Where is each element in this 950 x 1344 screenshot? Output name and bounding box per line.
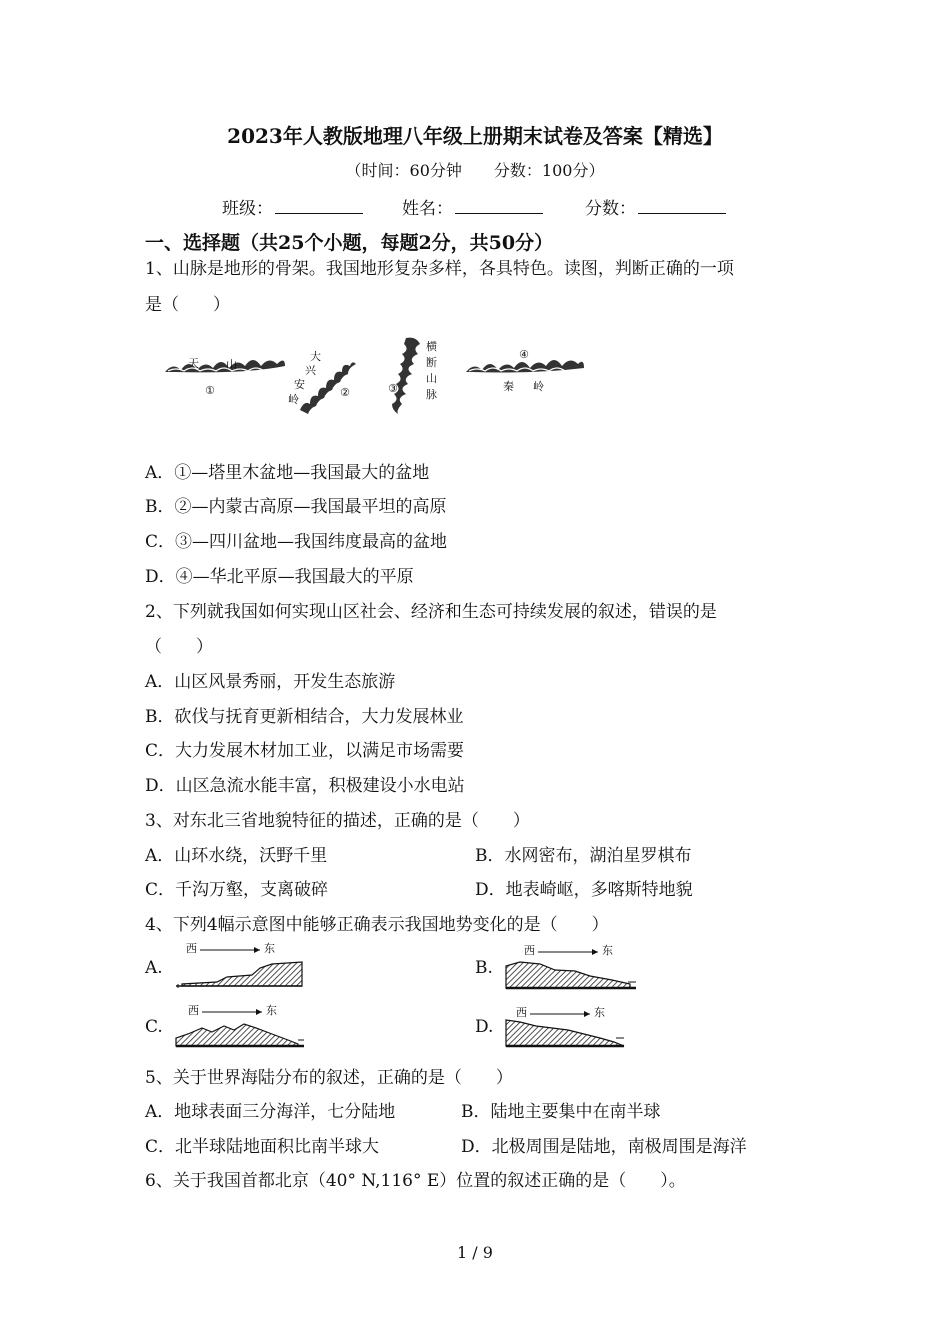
q3-stem: 3、对东北三省地貌特征的描述，正确的是（ ） xyxy=(145,811,530,831)
mountain-4 xyxy=(466,348,584,393)
east-label: 东 xyxy=(264,942,275,955)
page-number: 1 / 9 xyxy=(457,1243,493,1262)
q2-option-c[interactable]: C．大力发展木材加工业，以满足市场需要 xyxy=(145,741,465,761)
mountain-1 xyxy=(165,357,285,397)
m3-num: ③ xyxy=(388,382,398,395)
q2-option-d[interactable]: D．山区急流水能丰富，积极建设小水电站 xyxy=(145,776,465,796)
m3-char-2: 山 xyxy=(426,372,437,385)
m4-char-0: 秦 xyxy=(503,380,514,393)
name-field[interactable] xyxy=(402,194,543,219)
q6-stem: 6、关于我国首都北京（40° N,116° E）位置的叙述正确的是（ ）。 xyxy=(145,1171,686,1191)
m3-char-1: 断 xyxy=(426,356,437,369)
section-heading: 一、选择题（共25个小题，每题2分，共50分） xyxy=(145,232,554,254)
q4-option-d-diagram[interactable] xyxy=(500,1002,640,1050)
east-label: 东 xyxy=(602,944,613,957)
q5-option-b[interactable]: B．陆地主要集中在南半球 xyxy=(461,1102,661,1122)
q4-option-a-label[interactable]: A. xyxy=(145,958,163,978)
q4-option-b-label[interactable]: B. xyxy=(475,958,493,978)
m1-num: ① xyxy=(205,384,215,397)
exam-time-score: （时间：60分钟 分数：100分） xyxy=(345,161,605,180)
q2-stem-line2: （ ） xyxy=(145,637,213,657)
q3-option-d[interactable]: D．地表崎岖，多喀斯特地貌 xyxy=(475,880,693,900)
mountain-2 xyxy=(288,349,356,414)
m2-char-1: 兴 xyxy=(305,364,316,377)
q1-option-a[interactable]: A．①—塔里木盆地—我国最大的盆地 xyxy=(145,463,430,483)
page-title: 2023年人教版地理八年级上册期末试卷及答案【精选】 xyxy=(227,124,723,148)
m4-char-1: 岭 xyxy=(533,380,544,393)
q4-option-a-diagram[interactable] xyxy=(172,940,312,992)
west-label: 西 xyxy=(186,942,197,955)
west-label: 西 xyxy=(188,1004,199,1017)
q5-option-c[interactable]: C．北半球陆地面积比南半球大 xyxy=(145,1137,380,1157)
q3-option-b[interactable]: B．水网密布，湖泊星罗棋布 xyxy=(475,846,692,866)
q1-mountains-figure xyxy=(160,332,580,422)
q2-option-a[interactable]: A．山区风景秀丽，开发生态旅游 xyxy=(145,672,396,692)
q4-option-c-diagram[interactable] xyxy=(172,1002,312,1050)
q4-option-c-label[interactable]: C. xyxy=(145,1017,163,1037)
score-blank[interactable] xyxy=(638,197,726,214)
q2-option-b[interactable]: B．砍伐与抚育更新相结合，大力发展林业 xyxy=(145,707,464,727)
m2-char-3: 岭 xyxy=(288,393,299,406)
q5-stem: 5、关于世界海陆分布的叙述，正确的是（ ） xyxy=(145,1068,513,1088)
west-label: 西 xyxy=(516,1006,527,1019)
q1-stem-line1: 1、山脉是地形的骨架。我国地形复杂多样，各具特色。读图，判断正确的一项 xyxy=(145,259,734,279)
q2-stem-line1: 2、下列就我国如何实现山区社会、经济和生态可持续发展的叙述，错误的是 xyxy=(145,602,717,622)
q1-option-d[interactable]: D．④—华北平原—我国最大的平原 xyxy=(145,567,414,587)
class-label: 班级： xyxy=(222,199,273,219)
west-label: 西 xyxy=(524,944,535,957)
m2-num: ② xyxy=(340,386,350,399)
q5-option-d[interactable]: D．北极周围是陆地，南极周围是海洋 xyxy=(461,1137,747,1157)
east-label: 东 xyxy=(266,1004,277,1017)
q1-option-b[interactable]: B．②—内蒙古高原—我国最平坦的高原 xyxy=(145,497,447,517)
score-field[interactable] xyxy=(585,194,726,219)
name-blank[interactable] xyxy=(455,197,543,214)
m1-char-0: 天 xyxy=(188,357,199,370)
name-label: 姓名： xyxy=(402,199,453,219)
m3-char-0: 横 xyxy=(426,340,437,353)
q1-stem-line2: 是（ ） xyxy=(145,295,230,315)
m4-num: ④ xyxy=(519,348,529,361)
class-blank[interactable] xyxy=(275,197,363,214)
q3-option-a[interactable]: A．山环水绕，沃野千里 xyxy=(145,846,328,866)
class-field[interactable] xyxy=(222,194,363,219)
q4-stem: 4、下列4幅示意图中能够正确表示我国地势变化的是（ ） xyxy=(145,915,609,935)
q3-option-c[interactable]: C．千沟万壑，支离破碎 xyxy=(145,880,329,900)
q4-option-b-diagram[interactable] xyxy=(500,940,640,992)
m3-char-3: 脉 xyxy=(426,388,437,401)
q1-option-c[interactable]: C．③—四川盆地—我国纬度最高的盆地 xyxy=(145,532,448,552)
m2-char-2: 安 xyxy=(294,378,305,391)
q4-option-d-label[interactable]: D. xyxy=(475,1017,494,1037)
score-label: 分数： xyxy=(585,199,636,219)
m1-char-1: 山 xyxy=(226,358,237,371)
q5-option-a[interactable]: A．地球表面三分海洋，七分陆地 xyxy=(145,1102,396,1122)
mountain-3 xyxy=(388,338,437,414)
east-label: 东 xyxy=(594,1006,605,1019)
m2-char-0: 大 xyxy=(310,350,321,363)
